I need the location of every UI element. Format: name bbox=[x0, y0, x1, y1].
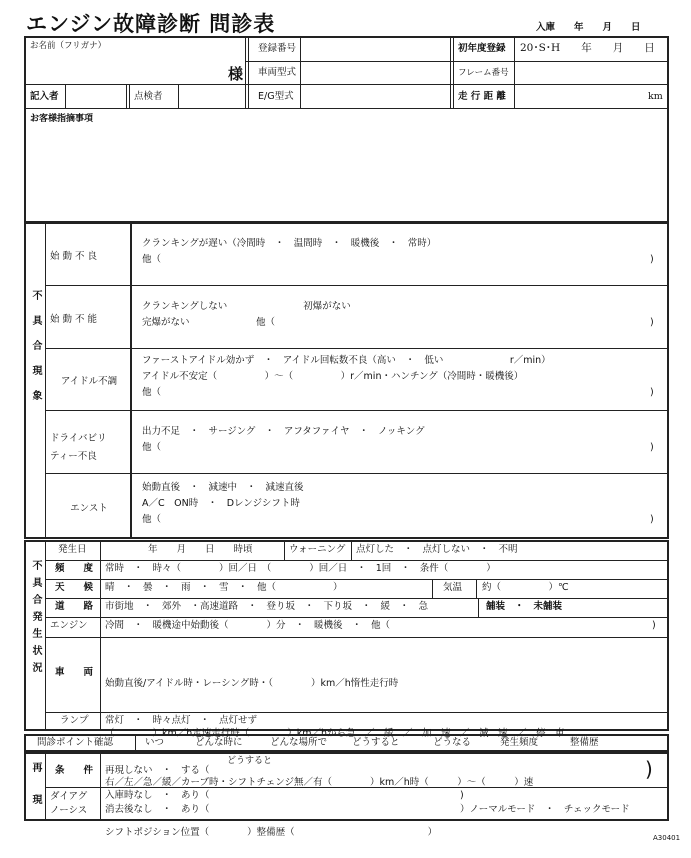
point-item: いつ bbox=[145, 737, 165, 748]
points-label: 問診ポイント確認 bbox=[37, 737, 114, 748]
writer-field[interactable] bbox=[67, 86, 125, 106]
condition-label: 条 件 bbox=[55, 765, 94, 776]
symptoms-side-label: 不具合現象 bbox=[30, 290, 41, 415]
name-label: お名前（フリガナ） bbox=[30, 41, 107, 51]
vehicle-label: 車 両 bbox=[55, 667, 94, 678]
inspector-field[interactable] bbox=[180, 86, 244, 106]
vehicle-type-label: 車両型式 bbox=[258, 67, 297, 78]
point-item: どうすると bbox=[352, 737, 400, 748]
weather-options[interactable]: 晴 ・ 曇 ・ 雨 ・ 雪 ・ 他（ ） bbox=[105, 582, 343, 593]
symptom-option[interactable]: 完爆がない 他（ bbox=[142, 316, 276, 328]
condition-options[interactable]: 再現しない ・ する（ bbox=[105, 765, 210, 776]
warning-label: ウォーニング bbox=[289, 544, 346, 555]
frame-no-field[interactable] bbox=[516, 63, 666, 83]
diag-label: ダイアグ ノーシス bbox=[50, 791, 88, 816]
road-label: 道 路 bbox=[55, 601, 94, 612]
symptom-label: エンスト bbox=[70, 503, 108, 514]
diag-after-clear[interactable]: 消去後なし ・ あり（ bbox=[105, 804, 210, 815]
km-unit: km bbox=[648, 91, 663, 102]
mileage-label: 走 行 距 離 bbox=[458, 91, 506, 102]
symptom-option[interactable]: A／C ON時 ・ Dレンジシフト時 bbox=[142, 498, 300, 509]
warning-options[interactable]: 点灯した ・ 点灯しない ・ 不明 bbox=[356, 544, 518, 555]
road-options[interactable]: 市街地 ・ 郊外 ・高速道路 ・ 登り坂 ・ 下り坂 ・ 緩 ・ 急 bbox=[105, 601, 429, 612]
occurrence-side-label: 不具合発生状況 bbox=[30, 560, 41, 679]
close-paren: ) bbox=[652, 620, 656, 631]
page-title: エンジン故障診断 問診表 bbox=[26, 12, 276, 36]
vehicle-line: 始動直後/アイドル時・レーシング時・（ ）km／h惰性走行時 bbox=[105, 678, 399, 689]
symptom-option[interactable]: クランキングが遅い（冷間時 ・ 温間時 ・ 暖機後 ・ 常時） bbox=[142, 237, 437, 249]
symptom-label: アイドル不調 bbox=[60, 376, 118, 387]
point-item: 整備歴 bbox=[570, 737, 599, 748]
symptom-option[interactable]: 始動直後 ・ 減速中 ・ 減速直後 bbox=[142, 482, 304, 493]
point-item: どうなる bbox=[433, 737, 472, 748]
symptom-option[interactable]: 他（ bbox=[142, 387, 162, 398]
document-code: A30401 bbox=[653, 834, 681, 842]
name-field[interactable] bbox=[30, 54, 220, 82]
vehicle-line: 右／左／急／緩／カーブ時・シフトチェンジ無／有（ ）km／h時（ ）～（ ）速 bbox=[105, 777, 534, 788]
entry-date: 入庫 年 月 日 bbox=[536, 22, 641, 33]
reproduction-side-label: 再現 bbox=[30, 762, 41, 826]
date-field[interactable]: 年 月 日 時頃 bbox=[148, 544, 253, 555]
close-paren: ) bbox=[650, 387, 654, 398]
temp-label: 気温 bbox=[443, 582, 463, 593]
first-reg-field[interactable]: 20･S･H 年 月 日 bbox=[520, 42, 655, 54]
vehicle-line: （ ）km／h定速走行時（ ）km／hから急 ／ 緩 ／ 加 速 ／ 減 速 ／ 停 車 bbox=[105, 727, 565, 739]
customer-notes-field[interactable] bbox=[28, 128, 664, 218]
diag-modes[interactable]: ）ノーマルモード ・ チェックモード bbox=[460, 804, 630, 815]
diag-on-entry[interactable]: 入庫時なし ・ あり（ bbox=[105, 790, 210, 801]
lamp-options[interactable]: 常灯 ・ 時々点灯 ・ 点灯せず bbox=[105, 715, 258, 726]
close-paren: ) bbox=[650, 316, 654, 328]
vehicle-type-field[interactable] bbox=[302, 63, 448, 83]
date-label: 発生日 bbox=[58, 544, 87, 555]
symptom-option[interactable]: 他（ bbox=[142, 441, 162, 453]
point-item: どんな時に bbox=[195, 737, 243, 748]
honorific: 様 bbox=[228, 65, 244, 83]
freq-label: 頻 度 bbox=[55, 563, 94, 574]
symptom-option[interactable]: クランキングしない 初爆がない bbox=[142, 300, 351, 312]
eg-type-label: E/G型式 bbox=[258, 91, 294, 102]
paved-options[interactable]: 舗装 ・ 未舗装 bbox=[486, 601, 563, 612]
vehicle-line: シフトポジション位置（ ）整備歴（ ） bbox=[105, 826, 438, 838]
point-item: どんな場所で bbox=[270, 737, 328, 748]
close-paren: ) bbox=[650, 441, 654, 453]
symptom-label: ドライバビリ ティー不良 bbox=[50, 432, 107, 462]
frame-no-label: フレーム番号 bbox=[458, 68, 509, 78]
reg-no-field[interactable] bbox=[302, 38, 448, 60]
symptom-label: 始 動 不 良 bbox=[50, 250, 98, 262]
symptom-option[interactable]: アイドル不安定（ ）～（ ）r／min・ハンチング（冷間時・暖機後） bbox=[142, 371, 524, 382]
engine-label: エンジン bbox=[50, 620, 88, 631]
point-item: 発生頻度 bbox=[500, 737, 539, 748]
inspector-label: 点検者 bbox=[134, 91, 163, 102]
engine-options[interactable]: 冷間 ・ 暖機途中始動後（ ）分 ・ 暖機後 ・ 他（ bbox=[105, 620, 391, 631]
close-paren: ) bbox=[645, 757, 653, 781]
writer-label: 記入者 bbox=[30, 91, 59, 102]
lamp-label: ランプ bbox=[60, 715, 89, 726]
condition-hint: どうすると bbox=[227, 756, 273, 766]
customer-notes-label: お客様指摘事項 bbox=[30, 114, 94, 124]
eg-type-field[interactable] bbox=[302, 86, 448, 106]
temp-field[interactable]: 約（ ）℃ bbox=[482, 582, 569, 593]
close-paren: ) bbox=[650, 514, 654, 525]
symptom-label: 始 動 不 能 bbox=[50, 313, 98, 325]
weather-label: 天 候 bbox=[55, 582, 94, 593]
symptom-option[interactable]: ファーストアイドル効かず ・ アイドル回転数不良（高い ・ 低い r／min） bbox=[142, 355, 551, 366]
close-paren: ) bbox=[650, 253, 654, 265]
reg-no-label: 登録番号 bbox=[258, 43, 297, 54]
symptom-option[interactable]: 出力不足 ・ サージング ・ アフタファイヤ ・ ノッキング bbox=[142, 425, 425, 437]
first-reg-label: 初年度登録 bbox=[458, 43, 506, 54]
symptom-option[interactable]: 他（ bbox=[142, 514, 162, 525]
freq-options[interactable]: 常時 ・ 時々（ ）回／日 （ ）回／日 ・ 1回 ・ 条件（ ） bbox=[105, 563, 496, 574]
symptom-option[interactable]: 他（ bbox=[142, 253, 162, 265]
close-paren: ) bbox=[460, 790, 464, 801]
